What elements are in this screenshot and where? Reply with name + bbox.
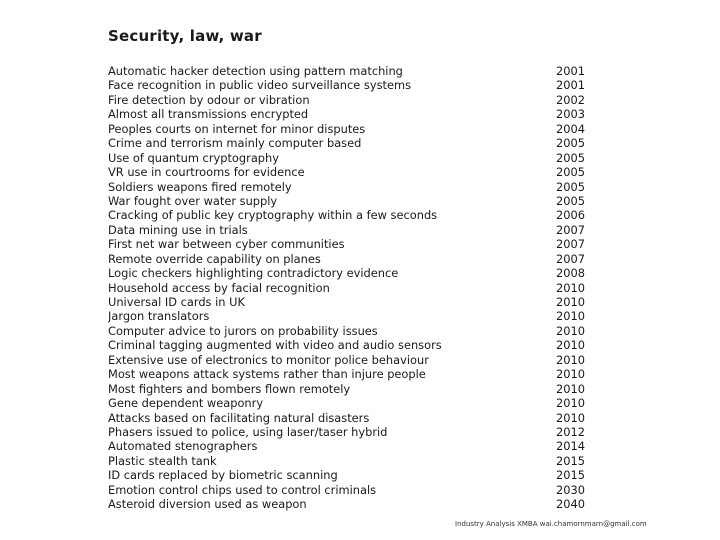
list-item — [108, 266, 590, 280]
item-text: Face recognition in public video surveillance systems — [108, 78, 412, 93]
list-item — [108, 93, 590, 107]
item-year: 2010 — [556, 323, 585, 338]
item-text: Automatic hacker detection using pattern matching — [108, 64, 403, 78]
item-year: 2010 — [556, 410, 585, 425]
item-year: 2003 — [556, 107, 585, 122]
item-year: 2006 — [556, 208, 585, 223]
item-text: Gene dependent weaponry — [108, 396, 264, 411]
item-year: 2010 — [556, 295, 585, 309]
list-item — [108, 353, 590, 367]
item-text: Extensive use of electronics to monitor police behaviour — [108, 352, 429, 367]
prediction-list — [108, 64, 590, 512]
list-item — [108, 309, 590, 323]
list-item — [108, 237, 590, 251]
item-year: 2007 — [556, 237, 585, 252]
list-item — [108, 151, 590, 165]
item-text: Remote override capability on planes — [108, 251, 321, 266]
item-text: Jargon translators — [108, 309, 210, 324]
item-text: Most fighters and bombers flown remotely — [108, 381, 351, 396]
list-item — [108, 338, 590, 352]
item-text: Most weapons attack systems rather than injure people — [108, 367, 426, 382]
item-year: 2007 — [556, 251, 585, 266]
item-text: Phasers issued to police, using laser/taser hybrid — [108, 424, 388, 439]
item-text: Peoples courts on internet for minor disputes — [108, 121, 366, 136]
item-year: 2010 — [556, 381, 585, 396]
list-item — [108, 295, 590, 309]
list-item — [108, 439, 590, 453]
item-text: VR use in courtrooms for evidence — [108, 165, 305, 180]
item-year: 2002 — [556, 92, 585, 107]
item-year: 2005 — [556, 193, 585, 208]
item-year: 2015 — [556, 468, 585, 483]
item-text: Criminal tagging augmented with video and audio sensors — [108, 338, 442, 353]
item-text: First net war between cyber communities — [108, 237, 345, 252]
list-item — [108, 382, 590, 396]
list-item — [108, 180, 590, 194]
item-text: Fire detection by odour or vibration — [108, 92, 310, 107]
list-item — [108, 425, 590, 439]
list-item — [108, 411, 590, 425]
item-text: War fought over water supply — [108, 193, 278, 208]
item-text: Soldiers weapons fired remotely — [108, 179, 292, 194]
item-year: 2007 — [556, 222, 585, 237]
list-item — [108, 208, 590, 222]
list-item — [108, 252, 590, 266]
item-year: 2008 — [556, 266, 585, 281]
item-text: Automated stenographers — [108, 439, 258, 454]
item-year: 2005 — [556, 150, 585, 165]
list-item — [108, 281, 590, 295]
list-item — [108, 122, 590, 136]
item-year: 2015 — [556, 453, 585, 468]
list-item — [108, 107, 590, 121]
list-item — [108, 468, 590, 482]
item-text: Emotion control chips used to control criminals — [108, 482, 377, 497]
list-item — [108, 194, 590, 208]
item-text: Use of quantum cryptography — [108, 150, 279, 165]
item-year: 2030 — [556, 482, 585, 497]
item-year: 2001 — [556, 64, 585, 78]
item-text: Attacks based on facilitating natural disasters — [108, 410, 370, 425]
list-item — [108, 396, 590, 410]
list-item — [108, 78, 590, 92]
item-text: Plastic stealth tank — [108, 453, 217, 468]
item-year: 2010 — [556, 396, 585, 411]
list-item — [108, 64, 590, 78]
footer-credit: Industry Analysis XMBA wai.chamornmarn@gmail.com — [455, 520, 647, 528]
list-item — [108, 165, 590, 179]
page-title: Security, law, war — [108, 27, 262, 45]
item-text: Cracking of public key cryptography within a few seconds — [108, 208, 438, 223]
item-text: Almost all transmissions encrypted — [108, 107, 309, 122]
item-text: Universal ID cards in UK — [108, 295, 245, 309]
item-year: 2010 — [556, 367, 585, 382]
list-item — [108, 324, 590, 338]
item-year: 2010 — [556, 280, 585, 295]
item-year: 2010 — [556, 338, 585, 353]
list-item — [108, 454, 590, 468]
item-text: Asteroid diversion used as weapon — [108, 497, 307, 512]
item-year: 2005 — [556, 136, 585, 151]
item-text: Crime and terrorism mainly computer based — [108, 136, 362, 151]
list-item — [108, 367, 590, 381]
item-text: Data mining use in trials — [108, 222, 248, 237]
item-year: 2040 — [556, 497, 585, 512]
list-item — [108, 497, 590, 511]
item-year: 2014 — [556, 439, 585, 454]
item-text: Logic checkers highlighting contradictory evidence — [108, 266, 399, 281]
item-year: 2001 — [556, 78, 585, 93]
item-year: 2010 — [556, 352, 585, 367]
item-text: Computer advice to jurors on probability issues — [108, 323, 378, 338]
item-text: Household access by facial recognition — [108, 280, 330, 295]
list-item — [108, 483, 590, 497]
item-year: 2005 — [556, 179, 585, 194]
list-item — [108, 223, 590, 237]
item-year: 2012 — [556, 424, 585, 439]
list-item — [108, 136, 590, 150]
item-text: ID cards replaced by biometric scanning — [108, 468, 338, 483]
item-year: 2005 — [556, 165, 585, 180]
item-year: 2010 — [556, 309, 585, 324]
item-year: 2004 — [556, 121, 585, 136]
